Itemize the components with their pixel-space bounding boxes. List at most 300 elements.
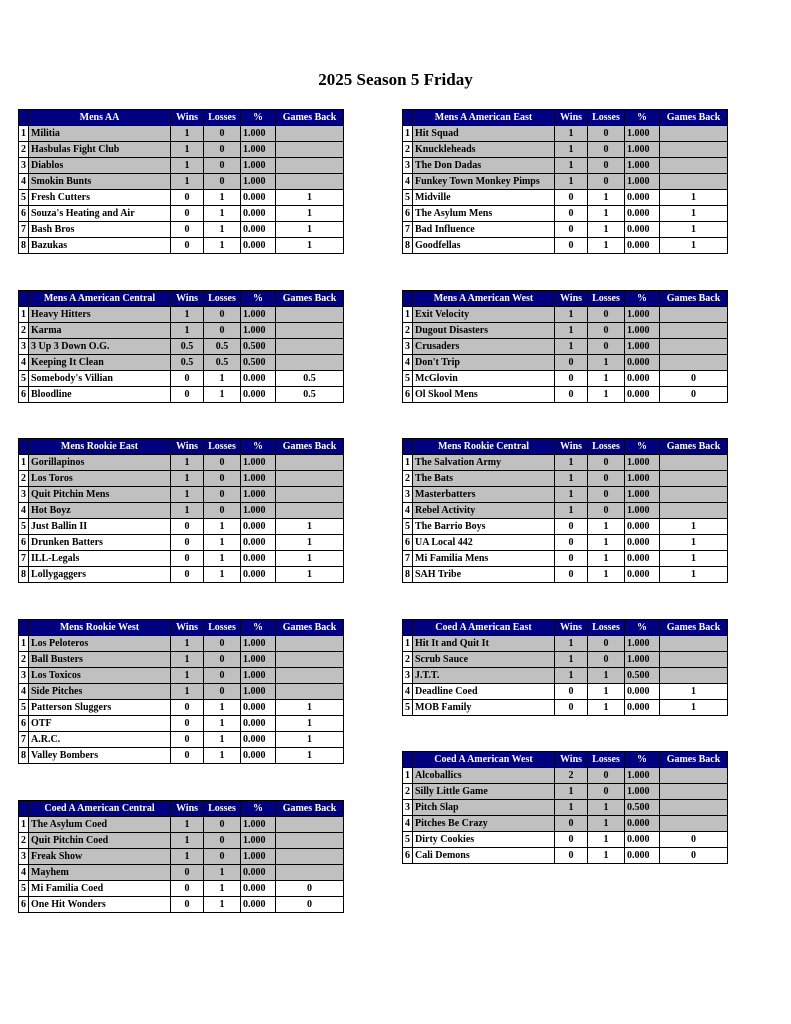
table-row xyxy=(19,716,344,732)
standings-table xyxy=(18,438,344,583)
rank-cell: 3 xyxy=(19,849,29,865)
standings-table xyxy=(402,109,728,254)
losses-cell: 1 xyxy=(204,190,241,206)
team-name: Souza's Heating and Air xyxy=(29,206,171,222)
pct-cell: 1.000 xyxy=(625,323,660,339)
team-name: Exit Velocity xyxy=(413,307,555,323)
wins-cell: 1 xyxy=(171,471,204,487)
rank-cell: 5 xyxy=(19,190,29,206)
table-row xyxy=(403,784,728,800)
wins-cell: 0 xyxy=(171,519,204,535)
pct-cell: 1.000 xyxy=(625,158,660,174)
table-row xyxy=(19,897,344,913)
wins-cell: 0 xyxy=(171,535,204,551)
team-name: SAH Tribe xyxy=(413,567,555,583)
table-row xyxy=(403,455,728,471)
team-name: Pitch Slap xyxy=(413,800,555,816)
rank-cell: 4 xyxy=(19,355,29,371)
division-name: Mens Rookie East xyxy=(29,439,171,455)
table-row xyxy=(403,684,728,700)
losses-cell: 1 xyxy=(204,222,241,238)
pct-cell: 0.000 xyxy=(625,206,660,222)
column-header: Losses xyxy=(204,801,241,817)
games-back-cell xyxy=(276,126,344,142)
table-row xyxy=(19,748,344,764)
losses-cell: 1 xyxy=(588,190,625,206)
division-name: Coed A American East xyxy=(413,620,555,636)
team-name: Keeping It Clean xyxy=(29,355,171,371)
losses-cell: 0 xyxy=(204,471,241,487)
rank-cell: 3 xyxy=(19,668,29,684)
losses-cell: 1 xyxy=(204,519,241,535)
wins-cell: 1 xyxy=(555,487,588,503)
wins-cell: 1 xyxy=(555,323,588,339)
wins-cell: 0 xyxy=(555,387,588,403)
games-back-cell: 1 xyxy=(276,551,344,567)
games-back-cell xyxy=(660,668,728,684)
column-header: Losses xyxy=(204,439,241,455)
losses-cell: 0 xyxy=(204,833,241,849)
rank-cell: 3 xyxy=(403,487,413,503)
rank-cell: 1 xyxy=(19,126,29,142)
games-back-cell xyxy=(660,174,728,190)
pct-cell: 0.000 xyxy=(241,881,276,897)
pct-cell: 0.000 xyxy=(241,535,276,551)
rank-cell: 1 xyxy=(403,307,413,323)
team-name: UA Local 442 xyxy=(413,535,555,551)
wins-cell: 1 xyxy=(171,849,204,865)
team-name: Lollygaggers xyxy=(29,567,171,583)
column-header: Losses xyxy=(204,620,241,636)
column-header: Wins xyxy=(171,439,204,455)
division-name: Mens AA xyxy=(29,110,171,126)
team-name: Funkey Town Monkey Pimps xyxy=(413,174,555,190)
losses-cell: 1 xyxy=(204,897,241,913)
column-header: Games Back xyxy=(276,291,344,307)
column-header: Wins xyxy=(171,620,204,636)
team-name: Mi Familia Mens xyxy=(413,551,555,567)
games-back-cell xyxy=(660,455,728,471)
wins-cell: 0 xyxy=(171,190,204,206)
games-back-cell xyxy=(276,471,344,487)
losses-cell: 0 xyxy=(588,503,625,519)
team-name: Smokin Bunts xyxy=(29,174,171,190)
games-back-cell xyxy=(276,142,344,158)
table-row xyxy=(403,142,728,158)
wins-cell: 0 xyxy=(171,897,204,913)
column-header: Games Back xyxy=(660,110,728,126)
wins-cell: 1 xyxy=(171,652,204,668)
table-row xyxy=(403,800,728,816)
rank-cell: 4 xyxy=(19,684,29,700)
losses-cell: 1 xyxy=(588,684,625,700)
rank-cell: 6 xyxy=(19,206,29,222)
rank-cell: 3 xyxy=(403,800,413,816)
wins-cell: 1 xyxy=(555,471,588,487)
losses-cell: 0 xyxy=(204,668,241,684)
wins-cell: 0 xyxy=(171,748,204,764)
table-row xyxy=(403,519,728,535)
pct-cell: 0.000 xyxy=(625,190,660,206)
rank-header xyxy=(403,439,413,455)
team-name: Hasbulas Fight Club xyxy=(29,142,171,158)
table-row xyxy=(403,652,728,668)
rank-cell: 1 xyxy=(19,817,29,833)
pct-cell: 0.000 xyxy=(625,535,660,551)
pct-cell: 1.000 xyxy=(241,833,276,849)
rank-cell: 4 xyxy=(403,503,413,519)
team-name: Los Peloteros xyxy=(29,636,171,652)
rank-cell: 3 xyxy=(19,339,29,355)
losses-cell: 0 xyxy=(204,307,241,323)
pct-cell: 1.000 xyxy=(241,849,276,865)
table-row xyxy=(403,567,728,583)
team-name: J.T.T. xyxy=(413,668,555,684)
pct-cell: 1.000 xyxy=(625,636,660,652)
table-row xyxy=(403,339,728,355)
pct-cell: 0.000 xyxy=(625,519,660,535)
games-back-cell: 1 xyxy=(660,519,728,535)
games-back-cell: 0.5 xyxy=(276,371,344,387)
games-back-cell: 1 xyxy=(276,732,344,748)
wins-cell: 1 xyxy=(171,503,204,519)
column-header: Losses xyxy=(204,110,241,126)
column-header: Wins xyxy=(555,291,588,307)
pct-cell: 0.000 xyxy=(625,832,660,848)
table-row xyxy=(403,158,728,174)
table-row xyxy=(19,636,344,652)
column-header: Wins xyxy=(555,110,588,126)
column-header: % xyxy=(625,110,660,126)
losses-cell: 0 xyxy=(204,126,241,142)
table-row xyxy=(19,238,344,254)
games-back-cell: 1 xyxy=(660,551,728,567)
column-header: % xyxy=(241,801,276,817)
losses-cell: 0 xyxy=(588,126,625,142)
table-row xyxy=(403,636,728,652)
rank-cell: 2 xyxy=(403,652,413,668)
table-row xyxy=(19,126,344,142)
table-row xyxy=(19,339,344,355)
column-header: % xyxy=(625,291,660,307)
losses-cell: 1 xyxy=(588,668,625,684)
wins-cell: 0 xyxy=(171,567,204,583)
pct-cell: 0.000 xyxy=(241,238,276,254)
pct-cell: 0.000 xyxy=(625,355,660,371)
team-name: 3 Up 3 Down O.G. xyxy=(29,339,171,355)
wins-cell: 1 xyxy=(171,174,204,190)
pct-cell: 1.000 xyxy=(625,307,660,323)
rank-cell: 4 xyxy=(403,684,413,700)
pct-cell: 1.000 xyxy=(241,174,276,190)
games-back-cell xyxy=(276,865,344,881)
column-header: Losses xyxy=(588,752,625,768)
table-row xyxy=(19,471,344,487)
pct-cell: 0.000 xyxy=(625,371,660,387)
wins-cell: 1 xyxy=(171,323,204,339)
games-back-cell xyxy=(276,307,344,323)
games-back-cell: 1 xyxy=(660,238,728,254)
table-row xyxy=(403,700,728,716)
wins-cell: 1 xyxy=(555,158,588,174)
division-name: Mens A American Central xyxy=(29,291,171,307)
pct-cell: 1.000 xyxy=(241,126,276,142)
losses-cell: 1 xyxy=(588,816,625,832)
table-row xyxy=(19,371,344,387)
games-back-cell: 1 xyxy=(276,222,344,238)
rank-cell: 4 xyxy=(19,865,29,881)
rank-header xyxy=(403,110,413,126)
standings-table xyxy=(18,800,344,913)
column-header: % xyxy=(625,752,660,768)
column-header: Games Back xyxy=(276,801,344,817)
table-row xyxy=(19,174,344,190)
losses-cell: 1 xyxy=(588,206,625,222)
table-row xyxy=(19,387,344,403)
pct-cell: 1.000 xyxy=(241,652,276,668)
rank-cell: 6 xyxy=(403,535,413,551)
wins-cell: 1 xyxy=(555,142,588,158)
table-row xyxy=(19,652,344,668)
table-row xyxy=(19,222,344,238)
table-row xyxy=(19,849,344,865)
losses-cell: 1 xyxy=(588,238,625,254)
pct-cell: 1.000 xyxy=(625,142,660,158)
games-back-cell: 0 xyxy=(276,897,344,913)
column-header: % xyxy=(241,439,276,455)
games-back-cell: 1 xyxy=(276,535,344,551)
rank-cell: 4 xyxy=(403,355,413,371)
table-row xyxy=(19,535,344,551)
rank-cell: 4 xyxy=(403,816,413,832)
rank-cell: 8 xyxy=(403,567,413,583)
rank-cell: 7 xyxy=(403,551,413,567)
team-name: Silly Little Game xyxy=(413,784,555,800)
losses-cell: 0 xyxy=(588,636,625,652)
games-back-cell xyxy=(660,339,728,355)
pct-cell: 0.000 xyxy=(241,206,276,222)
pct-cell: 1.000 xyxy=(241,455,276,471)
losses-cell: 1 xyxy=(204,732,241,748)
rank-cell: 2 xyxy=(403,471,413,487)
games-back-cell xyxy=(276,174,344,190)
wins-cell: 0 xyxy=(171,881,204,897)
games-back-cell xyxy=(660,471,728,487)
column-header: Games Back xyxy=(276,439,344,455)
column-header: Wins xyxy=(171,110,204,126)
table-row xyxy=(19,487,344,503)
pct-cell: 1.000 xyxy=(241,487,276,503)
pct-cell: 1.000 xyxy=(625,487,660,503)
games-back-cell: 1 xyxy=(276,716,344,732)
table-row xyxy=(403,323,728,339)
games-back-cell: 0 xyxy=(276,881,344,897)
rank-cell: 2 xyxy=(19,323,29,339)
losses-cell: 1 xyxy=(588,371,625,387)
games-back-cell: 0 xyxy=(660,387,728,403)
rank-cell: 5 xyxy=(403,190,413,206)
rank-cell: 1 xyxy=(403,636,413,652)
rank-cell: 1 xyxy=(19,307,29,323)
column-header: Wins xyxy=(555,620,588,636)
wins-cell: 0 xyxy=(171,732,204,748)
rank-cell: 3 xyxy=(403,158,413,174)
losses-cell: 0 xyxy=(588,174,625,190)
team-name: Gorillapinos xyxy=(29,455,171,471)
team-name: The Asylum Coed xyxy=(29,817,171,833)
wins-cell: 0 xyxy=(171,700,204,716)
losses-cell: 1 xyxy=(204,387,241,403)
table-row xyxy=(403,355,728,371)
pct-cell: 0.000 xyxy=(241,551,276,567)
table-row xyxy=(403,371,728,387)
wins-cell: 0 xyxy=(171,222,204,238)
table-row xyxy=(19,833,344,849)
team-name: Side Pitches xyxy=(29,684,171,700)
losses-cell: 0 xyxy=(588,158,625,174)
team-name: Freak Show xyxy=(29,849,171,865)
losses-cell: 1 xyxy=(204,567,241,583)
team-name: Karma xyxy=(29,323,171,339)
losses-cell: 1 xyxy=(588,832,625,848)
wins-cell: 0 xyxy=(555,222,588,238)
wins-cell: 0 xyxy=(555,355,588,371)
team-name: Ol Skool Mens xyxy=(413,387,555,403)
losses-cell: 1 xyxy=(588,700,625,716)
table-row xyxy=(403,126,728,142)
losses-cell: 1 xyxy=(588,519,625,535)
games-back-cell xyxy=(660,158,728,174)
wins-cell: 1 xyxy=(171,668,204,684)
column-header: % xyxy=(241,620,276,636)
team-name: Hit Squad xyxy=(413,126,555,142)
games-back-cell xyxy=(660,142,728,158)
losses-cell: 0.5 xyxy=(204,339,241,355)
table-row xyxy=(19,355,344,371)
losses-cell: 0 xyxy=(204,142,241,158)
rank-cell: 5 xyxy=(19,881,29,897)
pct-cell: 0.500 xyxy=(625,800,660,816)
pct-cell: 1.000 xyxy=(625,339,660,355)
losses-cell: 0 xyxy=(204,487,241,503)
games-back-cell xyxy=(660,355,728,371)
games-back-cell xyxy=(276,339,344,355)
losses-cell: 0 xyxy=(588,339,625,355)
rank-cell: 3 xyxy=(403,339,413,355)
pct-cell: 0.000 xyxy=(241,716,276,732)
rank-header xyxy=(19,801,29,817)
rank-cell: 5 xyxy=(19,519,29,535)
rank-cell: 5 xyxy=(403,519,413,535)
table-row xyxy=(403,222,728,238)
games-back-cell xyxy=(660,307,728,323)
division-name: Mens Rookie Central xyxy=(413,439,555,455)
rank-cell: 5 xyxy=(403,371,413,387)
column-header: % xyxy=(625,439,660,455)
table-row xyxy=(19,323,344,339)
rank-cell: 8 xyxy=(403,238,413,254)
wins-cell: 1 xyxy=(171,487,204,503)
team-name: Los Toxicos xyxy=(29,668,171,684)
games-back-cell: 1 xyxy=(276,190,344,206)
team-name: Bad Influence xyxy=(413,222,555,238)
games-back-cell xyxy=(660,126,728,142)
games-back-cell: 1 xyxy=(276,519,344,535)
games-back-cell xyxy=(660,652,728,668)
wins-cell: 1 xyxy=(171,636,204,652)
standings-table xyxy=(18,619,344,764)
wins-cell: 1 xyxy=(171,817,204,833)
pct-cell: 0.000 xyxy=(241,371,276,387)
losses-cell: 0 xyxy=(204,652,241,668)
pct-cell: 1.000 xyxy=(241,503,276,519)
team-name: Bash Bros xyxy=(29,222,171,238)
rank-cell: 1 xyxy=(403,126,413,142)
wins-cell: 1 xyxy=(555,126,588,142)
table-row xyxy=(403,832,728,848)
wins-cell: 1 xyxy=(555,784,588,800)
wins-cell: 1 xyxy=(555,307,588,323)
rank-header xyxy=(19,291,29,307)
wins-cell: 1 xyxy=(555,636,588,652)
rank-cell: 8 xyxy=(19,238,29,254)
rank-cell: 2 xyxy=(19,833,29,849)
rank-cell: 5 xyxy=(403,832,413,848)
team-name: Pitches Be Crazy xyxy=(413,816,555,832)
team-name: Bazukas xyxy=(29,238,171,254)
rank-cell: 8 xyxy=(19,748,29,764)
column-header: Losses xyxy=(588,620,625,636)
rank-cell: 2 xyxy=(19,471,29,487)
rank-cell: 6 xyxy=(19,897,29,913)
games-back-cell: 0 xyxy=(660,848,728,864)
team-name: The Asylum Mens xyxy=(413,206,555,222)
team-name: Diablos xyxy=(29,158,171,174)
team-name: Don't Trip xyxy=(413,355,555,371)
column-header: % xyxy=(241,110,276,126)
wins-cell: 0 xyxy=(555,832,588,848)
wins-cell: 0 xyxy=(555,700,588,716)
column-header: Games Back xyxy=(660,291,728,307)
wins-cell: 1 xyxy=(555,652,588,668)
column-header: Losses xyxy=(588,291,625,307)
games-back-cell: 1 xyxy=(660,684,728,700)
wins-cell: 0 xyxy=(171,865,204,881)
wins-cell: 0 xyxy=(171,387,204,403)
games-back-cell xyxy=(660,768,728,784)
table-row xyxy=(19,700,344,716)
column-header: Wins xyxy=(555,752,588,768)
pct-cell: 0.000 xyxy=(241,387,276,403)
rank-cell: 7 xyxy=(19,222,29,238)
wins-cell: 1 xyxy=(171,833,204,849)
rank-cell: 3 xyxy=(19,487,29,503)
pct-cell: 1.000 xyxy=(625,471,660,487)
team-name: The Bats xyxy=(413,471,555,487)
games-back-cell xyxy=(660,816,728,832)
table-row xyxy=(19,190,344,206)
games-back-cell xyxy=(276,684,344,700)
pct-cell: 0.000 xyxy=(625,684,660,700)
pct-cell: 1.000 xyxy=(241,636,276,652)
losses-cell: 0 xyxy=(588,142,625,158)
pct-cell: 0.000 xyxy=(241,567,276,583)
games-back-cell xyxy=(660,503,728,519)
rank-cell: 6 xyxy=(19,535,29,551)
rank-cell: 5 xyxy=(403,700,413,716)
division-name: Mens A American West xyxy=(413,291,555,307)
pct-cell: 0.000 xyxy=(625,222,660,238)
